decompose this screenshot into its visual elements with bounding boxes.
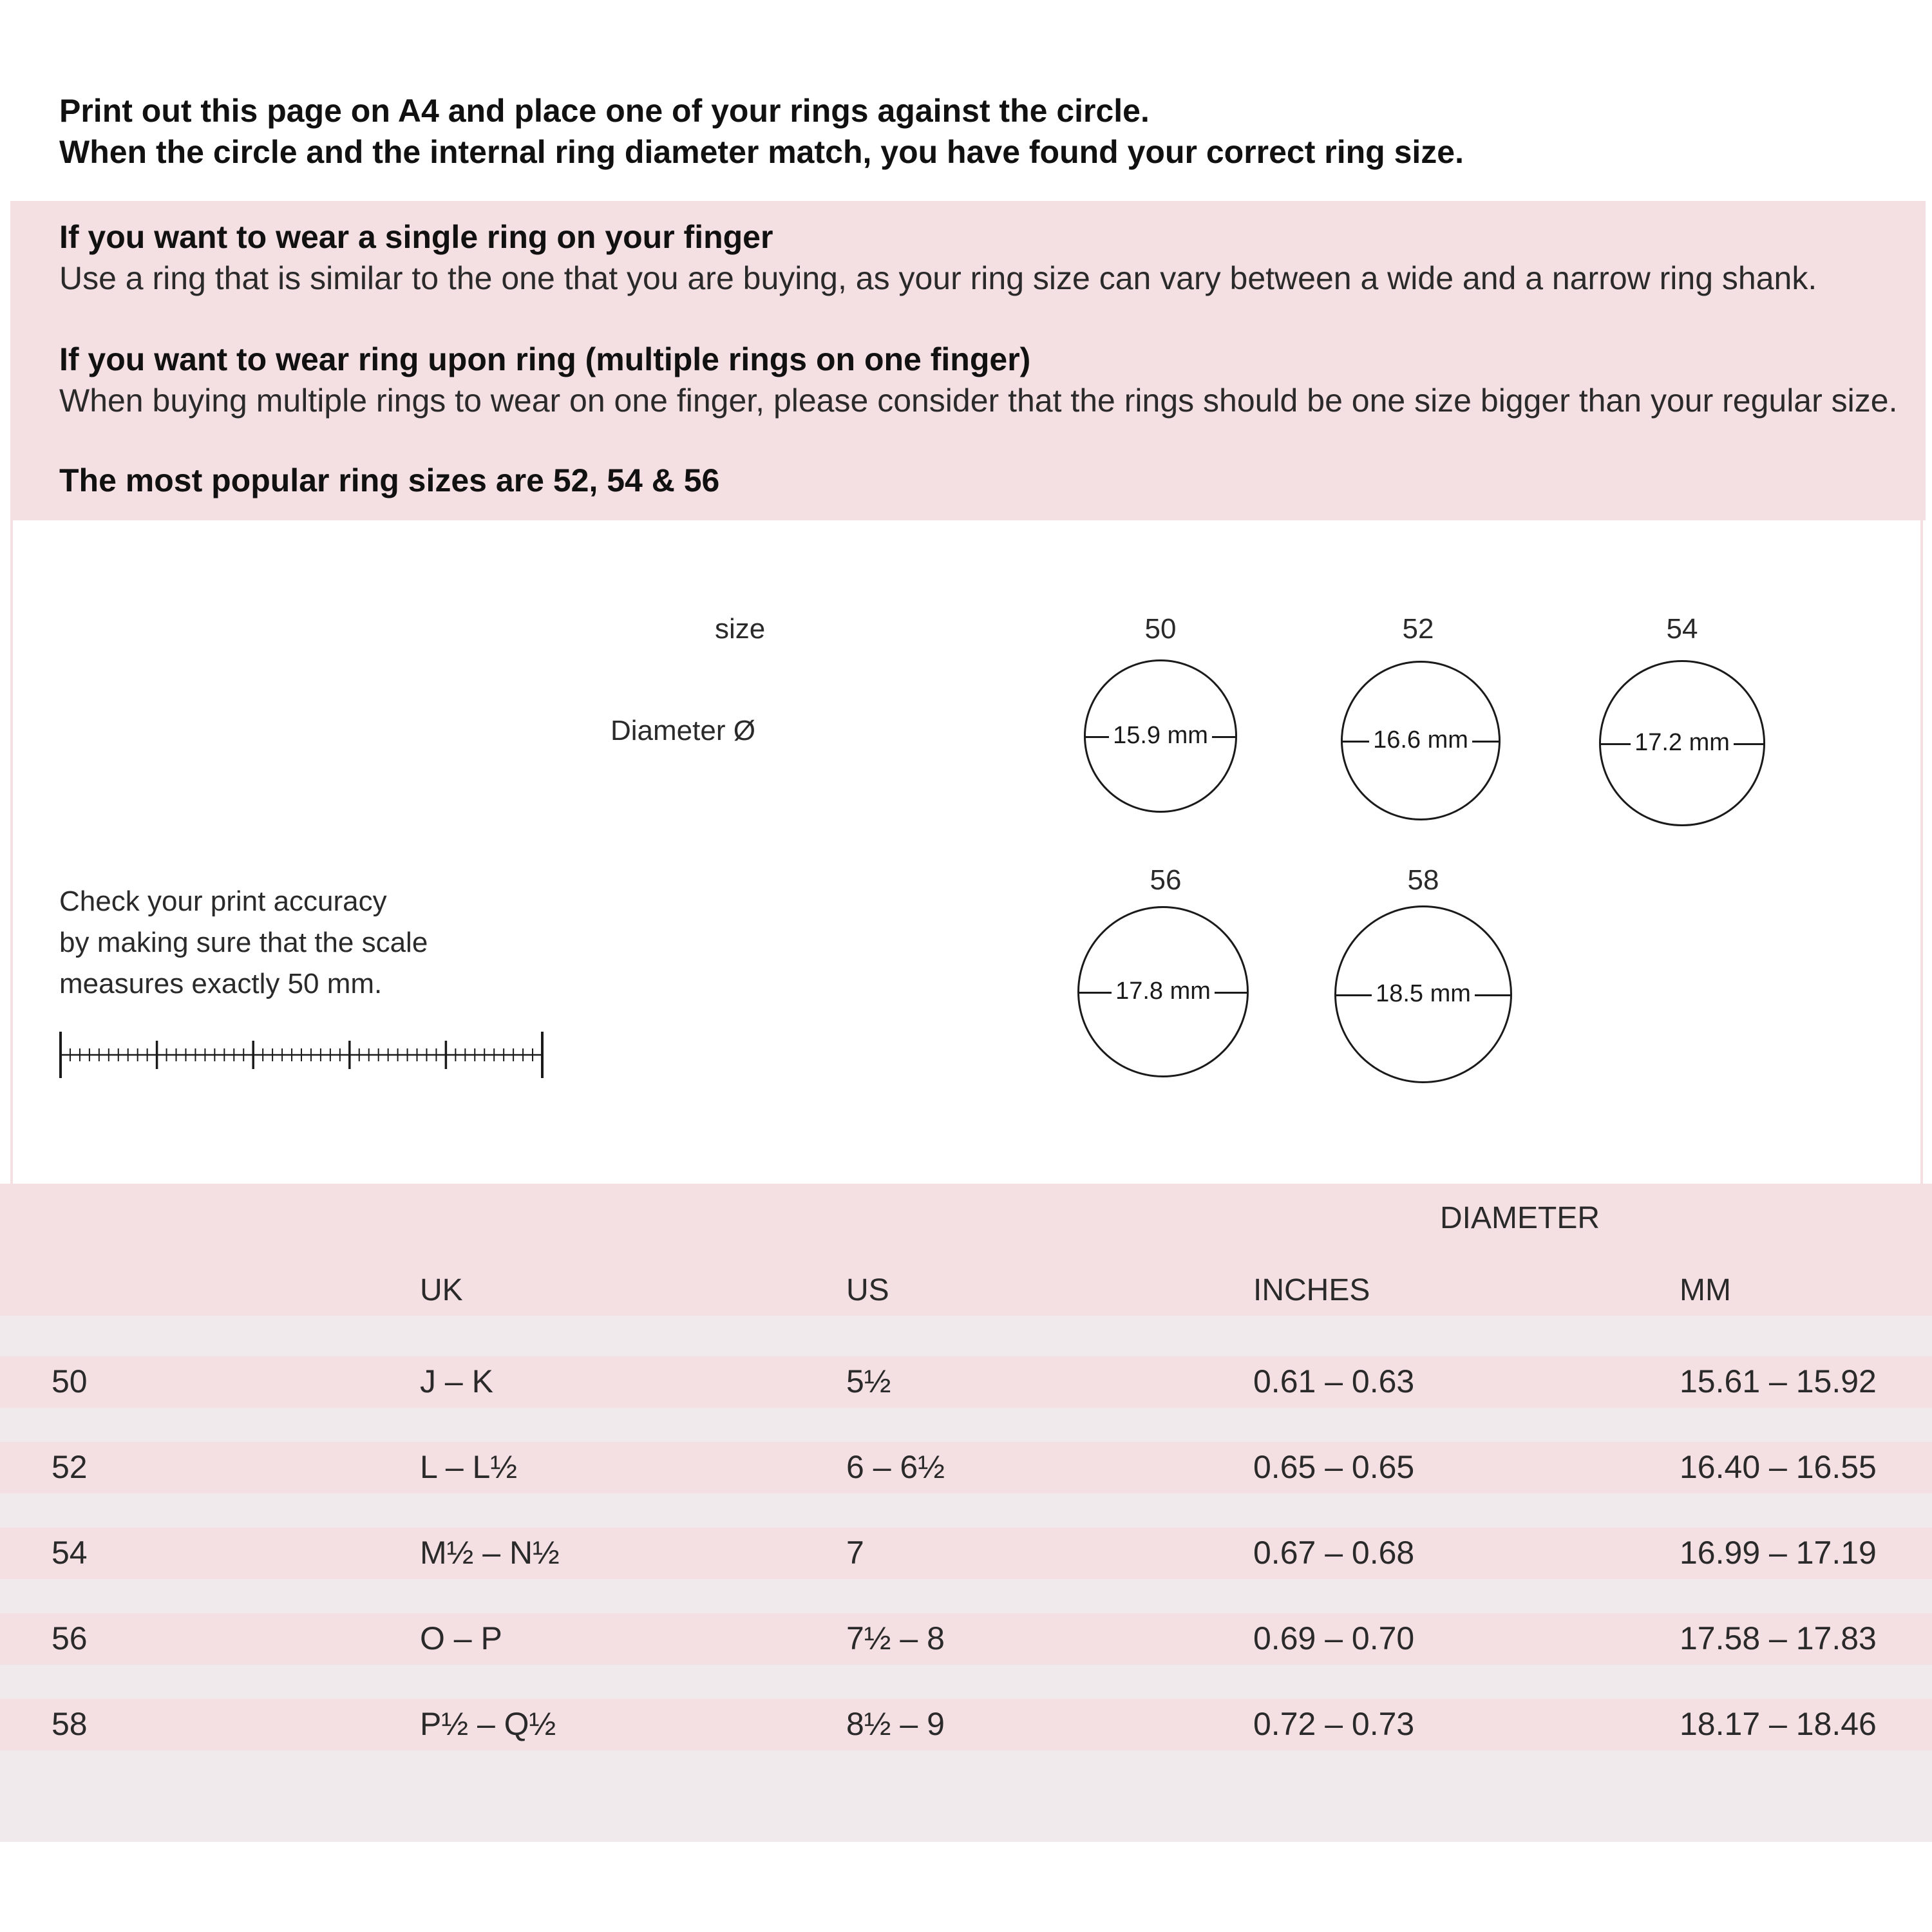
multiple-rings-text: When buying multiple rings to wear on one finger, please consider that the rings should be one size bigger than your regular size. xyxy=(59,383,1898,419)
table-cell-inches: 0.65 – 0.65 xyxy=(1253,1449,1415,1485)
table-cell-mm: 17.58 – 17.83 xyxy=(1680,1620,1877,1656)
table-row-band xyxy=(0,1356,1932,1408)
table-cell-uk: O – P xyxy=(420,1620,502,1656)
table-cell-uk: P½ – Q½ xyxy=(420,1706,556,1742)
table-cell-mm: 16.40 – 16.55 xyxy=(1680,1449,1877,1485)
size-label: size xyxy=(715,613,766,645)
table-row-band xyxy=(0,1528,1932,1579)
table-cell-mm: 18.17 – 18.46 xyxy=(1680,1706,1877,1742)
print-accuracy-note xyxy=(59,881,428,1005)
ring-circle xyxy=(1084,659,1237,813)
print-accuracy-line-3: measures exactly 50 mm. xyxy=(59,968,383,999)
table-cell-us: 6 – 6½ xyxy=(846,1449,945,1485)
table-cell-size: 58 xyxy=(52,1706,88,1742)
multiple-rings-heading: If you want to wear ring upon ring (multiple rings on one finger) xyxy=(59,341,1031,377)
ring-diameter-label: 15.9 mm xyxy=(1109,722,1212,750)
table-cell-mm: 16.99 – 17.19 xyxy=(1680,1535,1877,1571)
ring-circle xyxy=(1341,661,1501,820)
ring-diameter-label: 17.2 mm xyxy=(1631,729,1734,757)
print-accuracy-line-2: by making sure that the scale xyxy=(59,927,428,958)
ring-circle xyxy=(1077,906,1249,1077)
table-cell-uk: J – K xyxy=(420,1363,493,1399)
multiple-rings-section xyxy=(59,339,1897,421)
ring-size-label: 58 xyxy=(1407,864,1439,896)
ring-diameter-label: 18.5 mm xyxy=(1372,980,1475,1008)
table-cell-mm: 15.61 – 15.92 xyxy=(1680,1363,1877,1399)
table-cell-us: 7 xyxy=(846,1535,864,1571)
table-row-band xyxy=(0,1442,1932,1493)
table-cell-size: 50 xyxy=(52,1363,88,1399)
table-cell-size: 54 xyxy=(52,1535,88,1571)
table-cell-uk: M½ – N½ xyxy=(420,1535,560,1571)
table-cell-inches: 0.61 – 0.63 xyxy=(1253,1363,1415,1399)
table-cell-us: 5½ xyxy=(846,1363,891,1399)
table-cell-uk: L – L½ xyxy=(420,1449,518,1485)
diameter-header: DIAMETER xyxy=(1440,1201,1600,1235)
single-ring-section xyxy=(59,216,1817,299)
ring-size-label: 56 xyxy=(1150,864,1182,896)
scale-ruler xyxy=(52,1024,554,1082)
ring-diameter-label: 16.6 mm xyxy=(1369,726,1472,754)
table-cell-us: 8½ – 9 xyxy=(846,1706,945,1742)
ring-size-label: 54 xyxy=(1666,613,1698,645)
column-header-mm: MM xyxy=(1680,1273,1731,1307)
ring-circle xyxy=(1334,905,1513,1084)
intro-line-1: Print out this page on A4 and place one of your rings against the circle. xyxy=(59,93,1150,129)
ring-diameter-label: 17.8 mm xyxy=(1112,978,1215,1005)
ring-circle xyxy=(1599,660,1765,826)
ring-size-label: 50 xyxy=(1144,613,1177,645)
intro-line-2: When the circle and the internal ring diameter match, you have found your correct ring size. xyxy=(59,134,1464,170)
table-row-band xyxy=(0,1699,1932,1750)
table-cell-inches: 0.72 – 0.73 xyxy=(1253,1706,1415,1742)
size-table-header xyxy=(0,1184,1932,1316)
print-accuracy-line-1: Check your print accuracy xyxy=(59,886,387,917)
column-header-inches: INCHES xyxy=(1253,1273,1370,1307)
diameter-label: Diameter Ø xyxy=(611,715,755,746)
intro-text xyxy=(59,90,1464,173)
single-ring-heading: If you want to wear a single ring on your finger xyxy=(59,219,773,255)
table-cell-size: 52 xyxy=(52,1449,88,1485)
table-cell-inches: 0.69 – 0.70 xyxy=(1253,1620,1415,1656)
table-cell-us: 7½ – 8 xyxy=(846,1620,945,1656)
ring-size-label: 52 xyxy=(1402,613,1434,645)
table-row-band xyxy=(0,1613,1932,1665)
table-cell-inches: 0.67 – 0.68 xyxy=(1253,1535,1415,1571)
popular-sizes-text: The most popular ring sizes are 52, 54 & 56 xyxy=(59,462,720,498)
column-header-uk: UK xyxy=(420,1273,463,1307)
column-header-us: US xyxy=(846,1273,889,1307)
popular-sizes-section xyxy=(59,460,719,501)
table-cell-size: 56 xyxy=(52,1620,88,1656)
single-ring-text: Use a ring that is similar to the one that you are buying, as your ring size can vary between a wide and a narrow ring shank. xyxy=(59,260,1817,296)
